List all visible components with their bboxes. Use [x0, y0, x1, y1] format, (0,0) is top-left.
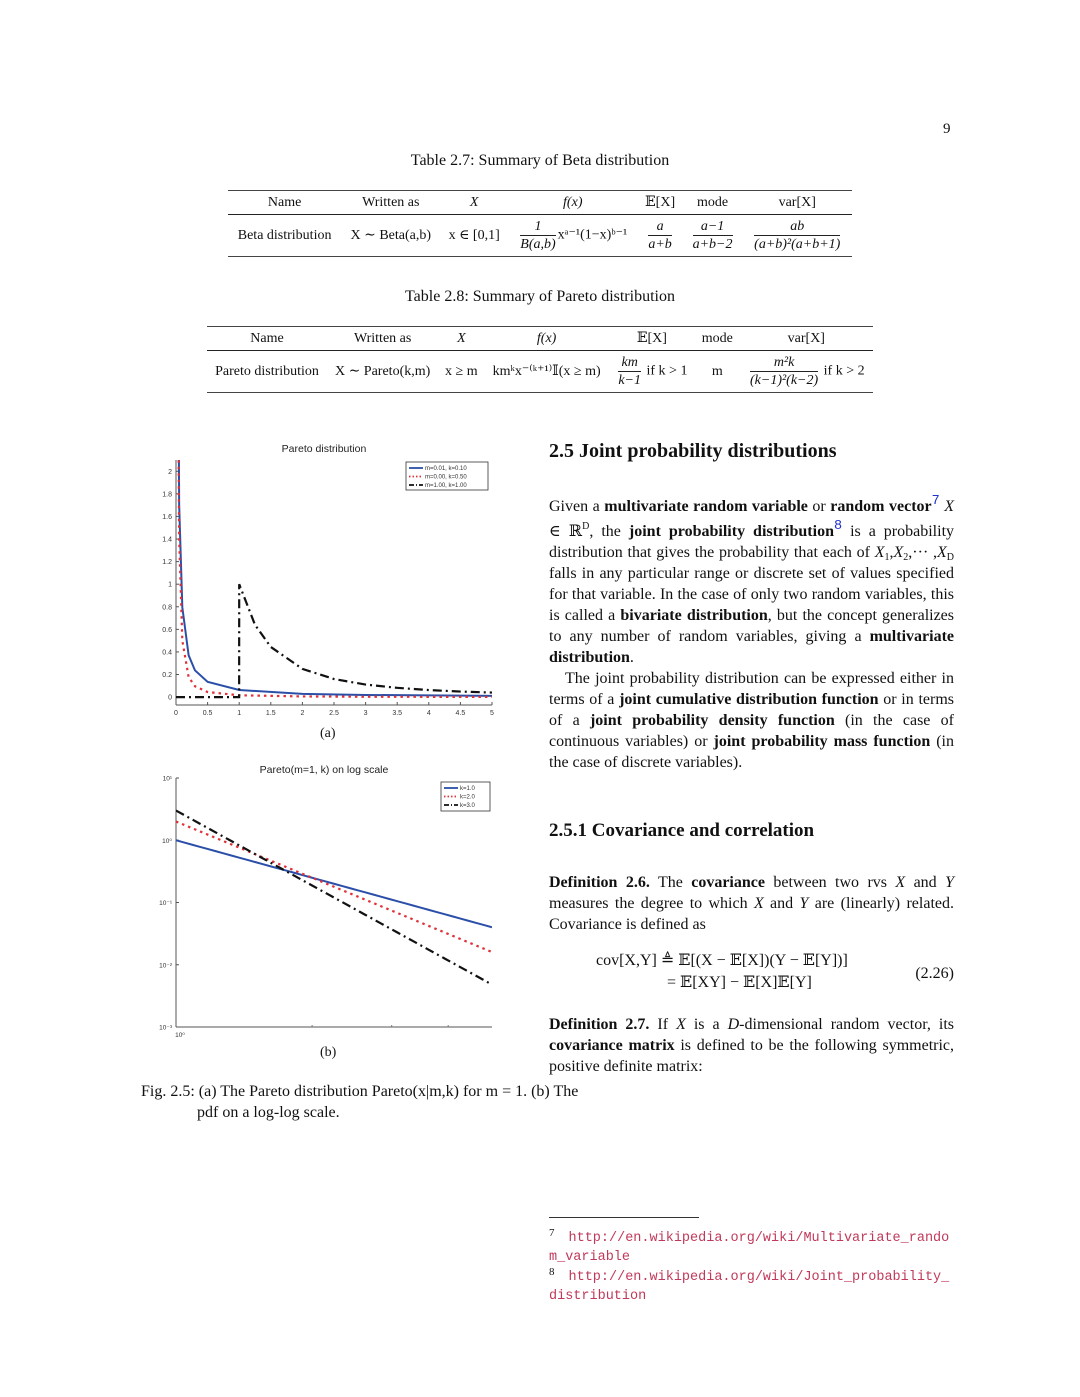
y-tick-label: 10⁻³	[159, 1024, 172, 1032]
y-tick-label: 1.8	[162, 491, 172, 499]
cell-support: x ∈ [0,1]	[448, 228, 500, 243]
text-segment: X	[676, 1016, 686, 1033]
y-tick-label: 1	[168, 581, 172, 589]
chart-a	[162, 0, 494, 717]
fraction-part: B(a,b)	[520, 237, 556, 252]
equation-number: (2.26)	[915, 965, 954, 982]
col-name: Name	[267, 194, 302, 210]
x-tick-label: 2	[300, 710, 305, 717]
text-segment: , the	[589, 523, 629, 540]
text-segment: multivariate distribution	[549, 628, 954, 666]
footnote-ref[interactable]: 8	[833, 519, 843, 534]
series-line	[176, 840, 492, 927]
section-body	[549, 492, 954, 773]
footnote-link[interactable]: http://en.wikipedia.org/wiki/Joint_probability_distribution	[549, 1270, 950, 1304]
text-segment: X ∼ Pareto(k,m)	[334, 364, 431, 379]
equation-2-26	[596, 950, 956, 994]
legend-label: k=1.0	[460, 786, 475, 793]
text-segment: Given a	[549, 498, 605, 515]
text-segment: between two rvs	[764, 874, 896, 891]
x-tick-label: 3	[363, 710, 368, 717]
text-segment: falls in any particular range or discrete set of values specified for that variable. In the case of only two random variables, this is called a	[549, 565, 954, 624]
y-tick-label: 2	[168, 468, 172, 476]
text-segment: is defined to be the following symmetric, positive definite matrix:	[549, 1037, 955, 1075]
x-tick-label: 4.5	[455, 710, 466, 717]
fraction-part: km	[618, 354, 641, 372]
text-segment: m	[711, 363, 723, 379]
legend-label: k=3.0	[460, 803, 475, 810]
text-segment: Y	[945, 874, 954, 891]
text-segment: ∈ ℝ	[549, 523, 583, 540]
cell-name: Pareto distribution	[215, 363, 319, 379]
text-segment: 1	[884, 552, 890, 563]
y-tick-label: 0.8	[162, 604, 172, 612]
text-segment: The joint probability distribution can be expressed either in terms of a	[549, 670, 954, 708]
text-segment: X	[937, 544, 947, 561]
text-segment: multivariate random variable	[604, 498, 808, 515]
fraction-part: (k−1)²(k−2)	[750, 373, 819, 388]
subfigure-label-b: (b)	[320, 1045, 337, 1060]
table-2-7-caption: Table 2.7: Summary of Beta distribution	[410, 152, 670, 169]
text-segment: or	[807, 498, 831, 515]
series-line	[177, 0, 492, 696]
text-segment: ,··· ,	[908, 544, 937, 561]
x-tick-label: 5	[490, 710, 494, 717]
text-segment: .	[629, 649, 634, 666]
fraction-part: 1	[520, 218, 555, 236]
text-segment: xᵃ⁻¹(1−x)ᵇ⁻¹	[557, 227, 628, 243]
text-segment: covariance	[691, 874, 765, 891]
footnote-link[interactable]: http://en.wikipedia.org/wiki/Multivariate_random_variable	[549, 1231, 950, 1265]
col-written-as: Written as	[362, 194, 420, 210]
fraction-part: a	[648, 218, 671, 236]
x-tick-label: 0.5	[202, 710, 213, 717]
col-x: X	[469, 194, 479, 210]
text-segment: and	[905, 874, 946, 891]
text-segment: , but the concept generalizes to any number of random variables, giving a	[549, 607, 955, 645]
text-segment: if k > 1	[643, 363, 688, 379]
x-tick-label: 3.5	[392, 710, 403, 717]
fraction-part: a−1	[693, 218, 733, 236]
series-line	[176, 584, 492, 697]
text-segment: bivariate distribution	[620, 607, 768, 624]
text-segment: The	[649, 874, 692, 891]
text-segment: X	[944, 498, 955, 515]
legend-label: m=0.01, k=0.10	[425, 466, 467, 473]
footnote-ref[interactable]: 7	[931, 494, 940, 509]
text-segment: 2	[903, 552, 909, 563]
series-line	[177, 0, 492, 697]
text-segment: joint probability density function	[589, 712, 835, 729]
cell-name: Beta distribution	[237, 227, 332, 243]
text-segment: is a	[685, 1016, 728, 1033]
y-tick-label: 0	[168, 694, 172, 702]
text-segment: joint probability distribution	[628, 523, 834, 540]
series-line	[176, 811, 492, 985]
col-name: Name	[250, 330, 284, 346]
x-tick-label: 1.5	[265, 710, 276, 717]
footnote-7[interactable]: $^7$ http://en.wikipedia.org/wiki/Multivariate_random_variable	[549, 1227, 950, 1265]
col-mode: mode	[697, 194, 729, 210]
text-segment: D	[946, 552, 955, 563]
fraction-part: m²k	[750, 354, 818, 372]
text-segment: Y	[799, 895, 809, 912]
x-tick-label: 0	[174, 710, 178, 717]
col-var: var[X]	[787, 330, 825, 346]
col-written-as: Written as	[353, 330, 412, 346]
footnote-rule	[549, 1217, 699, 1218]
y-tick-label: 1.4	[162, 536, 172, 544]
legend-label: m=1.00, k=1.00	[425, 483, 467, 490]
text-segment: and	[763, 895, 800, 912]
fraction-part: a+b−2	[692, 237, 733, 252]
legend-label: k=2.0	[460, 794, 475, 801]
subfigure-label-a: (a)	[320, 726, 336, 741]
definition-2-7	[549, 1014, 954, 1077]
col-fx: f(x)	[536, 330, 557, 346]
col-var: var[X]	[778, 194, 816, 210]
y-tick-label: 0.2	[162, 672, 172, 680]
equation-line-2: = 𝔼[XY] − 𝔼[X]𝔼[Y]	[667, 974, 812, 991]
equation-line-1: cov[X,Y] ≜ 𝔼[(X − 𝔼[X])(Y − 𝔼[Y])]	[596, 952, 848, 969]
subsection-title: 2.5.1 Covariance and correlation	[549, 820, 815, 841]
chart-b	[159, 764, 492, 1039]
col-mean: 𝔼[X]	[636, 331, 667, 346]
paragraph	[549, 668, 954, 773]
x-tick-label: 10⁰	[175, 1032, 185, 1039]
fraction-part: ab	[754, 218, 840, 236]
text-segment: -dimensional random vector, its	[739, 1016, 955, 1033]
text-segment: Definition 2.6.	[549, 874, 650, 891]
figure-caption: Fig. 2.5: (a) The Pareto distribution Pareto(x|m,k) for m = 1. (b) The pdf on a log-log scale.	[141, 1083, 579, 1121]
text-segment: if k > 2	[820, 363, 865, 379]
text-segment: X	[895, 874, 906, 891]
chart-title: Pareto(m=1, k) on log scale	[259, 764, 389, 776]
x-tick-label: 2.5	[329, 710, 339, 717]
chart-title: Pareto distribution	[281, 443, 367, 455]
text-segment: kmᵏx⁻⁽ᵏ⁺¹⁾𝕀(x ≥ m)	[492, 364, 601, 379]
y-tick-label: 10¹	[162, 775, 172, 783]
text-segment: is a probability distribution that gives the probability that each of	[549, 523, 955, 561]
text-segment: are (linearly) related. Covariance is defined as	[549, 895, 954, 933]
text-segment: ,	[889, 544, 894, 561]
text-segment: X ∼ Beta(a,b)	[350, 228, 432, 243]
y-tick-label: 0.4	[162, 649, 172, 657]
y-tick-label: 0.6	[162, 626, 172, 634]
y-tick-label: 10⁻¹	[159, 900, 172, 907]
table-2-8-caption: Table 2.8: Summary of Pareto distribution	[405, 288, 675, 305]
section-title: 2.5 Joint probability distributions	[549, 440, 837, 462]
fraction-part: k−1	[618, 373, 641, 388]
definition-2-6	[549, 872, 954, 935]
footnote-8[interactable]: $^8$ http://en.wikipedia.org/wiki/Joint_probability_distribution	[549, 1266, 950, 1304]
col-mean: 𝔼[X]	[645, 195, 676, 210]
text-segment: (in the case of continuous variables) or	[549, 712, 954, 750]
y-tick-label: 10⁰	[162, 837, 172, 845]
cell-support: x ≥ m	[445, 363, 478, 379]
y-tick-label: 1.6	[162, 513, 172, 521]
text-segment: measures the degree to which	[549, 895, 754, 912]
page-number: 9	[943, 121, 951, 137]
text-segment: joint cumulative distribution function	[619, 691, 879, 708]
y-tick-label: 1.2	[162, 559, 172, 567]
text-segment: joint probability mass function	[713, 733, 931, 750]
paragraph	[549, 492, 954, 668]
text-segment: If	[649, 1016, 677, 1033]
text-segment: or in terms of a	[549, 691, 954, 729]
x-tick-label: 4	[426, 710, 431, 717]
text-segment: covariance matrix	[549, 1037, 675, 1054]
text-segment: D	[582, 521, 590, 532]
text-segment: D	[727, 1016, 740, 1033]
legend-label: m=0.00, k=0.50	[425, 474, 467, 481]
fraction-part: (a+b)²(a+b+1)	[754, 237, 841, 252]
text-segment: X	[753, 895, 764, 912]
fraction-part: a+b	[648, 237, 672, 252]
text-segment: X	[874, 544, 885, 561]
text-segment: random vector	[830, 498, 932, 515]
col-x: X	[457, 330, 466, 346]
text-segment: X	[893, 544, 904, 561]
text-segment: Definition 2.7.	[549, 1016, 650, 1033]
col-fx: f(x)	[563, 194, 583, 210]
text-segment: (in the case of discrete variables).	[549, 733, 955, 771]
series-line	[176, 822, 492, 953]
x-tick-label: 1	[237, 710, 242, 717]
y-tick-label: 10⁻²	[159, 962, 172, 970]
col-mode: mode	[701, 330, 733, 346]
